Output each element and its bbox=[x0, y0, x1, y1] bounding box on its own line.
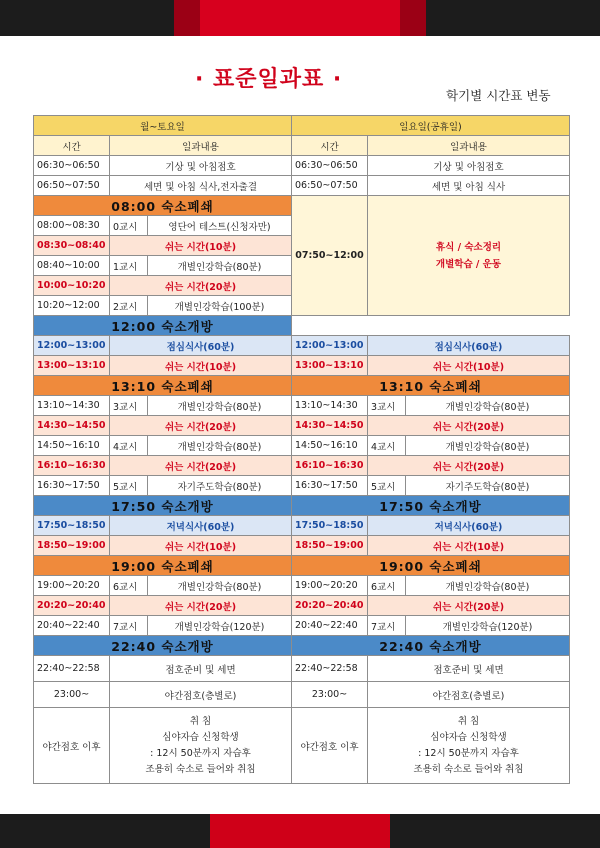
page-title: · 표준일과표 · bbox=[195, 67, 343, 92]
sunday-activity: 저녁식사(60분) bbox=[368, 516, 570, 536]
weekday-content-header: 일과내용 bbox=[110, 136, 292, 156]
weekday-time: 13:00~13:10 bbox=[34, 356, 110, 376]
weekday-activity: 쉬는 시간(10분) bbox=[110, 236, 292, 256]
sunday-time: 13:00~13:10 bbox=[292, 356, 368, 376]
night-study-line: 심야자습 신청학생 bbox=[162, 731, 239, 743]
sunday-activity: 야간점호(층별로) bbox=[368, 682, 570, 708]
bedtime-line: 취 침 bbox=[457, 715, 480, 727]
sunday-activity: 세면 및 아침 식사 bbox=[368, 176, 570, 196]
table-row bbox=[34, 682, 570, 708]
weekday-activity: 자기주도학습(80분) bbox=[148, 476, 292, 496]
table-row bbox=[34, 456, 570, 476]
table-header-columns bbox=[34, 136, 570, 156]
weekday-activity: 점심식사(60분) bbox=[110, 336, 292, 356]
table-row bbox=[34, 516, 570, 536]
sunday-activity: 기상 및 아침점호 bbox=[368, 156, 570, 176]
weekday-time: 08:40~10:00 bbox=[34, 256, 110, 276]
dorm-opening-band: 17:50 숙소개방 bbox=[34, 496, 292, 516]
sunday-content-header: 일과내용 bbox=[368, 136, 570, 156]
dorm-opening-band: 22:40 숙소개방 bbox=[292, 636, 570, 656]
table-row bbox=[34, 336, 570, 356]
sunday-activity: 점호준비 및 세면 bbox=[368, 656, 570, 682]
sunday-time: 16:10~16:30 bbox=[292, 456, 368, 476]
weekday-activity: 저녁식사(60분) bbox=[110, 516, 292, 536]
weekday-period: 6교시 bbox=[110, 576, 148, 596]
weekday-activity: 개별인강학습(100분) bbox=[148, 296, 292, 316]
table-row bbox=[34, 496, 570, 516]
weekday-time: 13:10~14:30 bbox=[34, 396, 110, 416]
dorm-opening-band: 22:40 숙소개방 bbox=[34, 636, 292, 656]
weekday-time: 08:00~08:30 bbox=[34, 216, 110, 236]
sunday-activity: 쉬는 시간(10분) bbox=[368, 536, 570, 556]
dorm-closure-band: 08:00 숙소폐쇄 bbox=[34, 196, 292, 216]
weekday-period: 1교시 bbox=[110, 256, 148, 276]
top-red-accent bbox=[200, 0, 400, 36]
sunday-time: 19:00~20:20 bbox=[292, 576, 368, 596]
sunday-time: 06:30~06:50 bbox=[292, 156, 368, 176]
schedule-table bbox=[33, 115, 570, 784]
weekday-time: 19:00~20:20 bbox=[34, 576, 110, 596]
weekday-activity: 쉬는 시간(10분) bbox=[110, 356, 292, 376]
weekday-header: 월~토요일 bbox=[34, 116, 292, 136]
weekday-activity: 쉬는 시간(20분) bbox=[110, 596, 292, 616]
weekday-time: 10:20~12:00 bbox=[34, 296, 110, 316]
sunday-activity: 쉬는 시간(20분) bbox=[368, 596, 570, 616]
sunday-time: 06:50~07:50 bbox=[292, 176, 368, 196]
bottom-decorative-band bbox=[0, 814, 600, 848]
table-row bbox=[34, 396, 570, 416]
weekday-time: 14:50~16:10 bbox=[34, 436, 110, 456]
dorm-closure-band: 19:00 숙소폐쇄 bbox=[34, 556, 292, 576]
weekday-time: 18:50~19:00 bbox=[34, 536, 110, 556]
table-row bbox=[34, 536, 570, 556]
weekday-time: 20:40~22:40 bbox=[34, 616, 110, 636]
sunday-time: 14:30~14:50 bbox=[292, 416, 368, 436]
dorm-opening-band: 17:50 숙소개방 bbox=[292, 496, 570, 516]
weekday-time: 12:00~13:00 bbox=[34, 336, 110, 356]
sunday-time: 18:50~19:00 bbox=[292, 536, 368, 556]
weekday-time: 야간점호 이후 bbox=[34, 708, 110, 784]
table-row bbox=[34, 556, 570, 576]
sunday-time: 20:40~22:40 bbox=[292, 616, 368, 636]
top-decorative-band bbox=[0, 0, 600, 36]
weekday-time: 17:50~18:50 bbox=[34, 516, 110, 536]
weekday-time: 14:30~14:50 bbox=[34, 416, 110, 436]
table-row bbox=[34, 156, 570, 176]
night-study-line: 심야자습 신청학생 bbox=[430, 731, 507, 743]
sunday-time: 14:50~16:10 bbox=[292, 436, 368, 456]
weekday-activity: 기상 및 아침점호 bbox=[110, 156, 292, 176]
weekday-activity: 쉬는 시간(20분) bbox=[110, 456, 292, 476]
table-row bbox=[34, 636, 570, 656]
sunday-activity: 쉬는 시간(20분) bbox=[368, 416, 570, 436]
weekday-activity: 점호준비 및 세면 bbox=[110, 656, 292, 682]
sunday-time: 22:40~22:58 bbox=[292, 656, 368, 682]
sunday-time: 17:50~18:50 bbox=[292, 516, 368, 536]
weekday-activity: 쉬는 시간(20분) bbox=[110, 416, 292, 436]
sunday-period: 3교시 bbox=[368, 396, 406, 416]
weekday-activity: 세면 및 아침 식사,전자출결 bbox=[110, 176, 292, 196]
weekday-period: 2교시 bbox=[110, 296, 148, 316]
weekday-period: 5교시 bbox=[110, 476, 148, 496]
sunday-time: 12:00~13:00 bbox=[292, 336, 368, 356]
table-row bbox=[34, 616, 570, 636]
weekday-time: 06:30~06:50 bbox=[34, 156, 110, 176]
weekday-time: 10:00~10:20 bbox=[34, 276, 110, 296]
weekday-activity: 쉬는 시간(10분) bbox=[110, 536, 292, 556]
weekday-period: 3교시 bbox=[110, 396, 148, 416]
weekday-activity: 개별인강학습(80분) bbox=[148, 256, 292, 276]
night-study-until-line: : 12시 50분까지 자습후 bbox=[150, 747, 251, 759]
sunday-activity: 쉬는 시간(20분) bbox=[368, 456, 570, 476]
sunday-time: 16:30~17:50 bbox=[292, 476, 368, 496]
sunday-period: 4교시 bbox=[368, 436, 406, 456]
page-subtitle: 학기별 시간표 변동 bbox=[446, 88, 551, 103]
sunday-activity bbox=[368, 708, 570, 784]
weekday-activity: 개별인강학습(80분) bbox=[148, 576, 292, 596]
weekday-activity: 개별인강학습(80분) bbox=[148, 436, 292, 456]
weekday-time: 22:40~22:58 bbox=[34, 656, 110, 682]
dorm-closure-band: 13:10 숙소폐쇄 bbox=[292, 376, 570, 396]
sunday-time-header: 시간 bbox=[292, 136, 368, 156]
sunday-time: 20:20~20:40 bbox=[292, 596, 368, 616]
sunday-activity: 개별인강학습(120분) bbox=[406, 616, 570, 636]
weekday-activity: 개별인강학습(120분) bbox=[148, 616, 292, 636]
dorm-opening-band: 12:00 숙소개방 bbox=[34, 316, 292, 336]
bedtime-line: 취 침 bbox=[189, 715, 212, 727]
table-row bbox=[34, 656, 570, 682]
table-row bbox=[34, 356, 570, 376]
weekday-time: 16:30~17:50 bbox=[34, 476, 110, 496]
table-row bbox=[34, 596, 570, 616]
sunday-morning-time: 07:50~12:00 bbox=[292, 196, 368, 316]
table-row bbox=[34, 196, 570, 216]
sunday-header: 일요일(공휴일) bbox=[292, 116, 570, 136]
night-study-until-line: : 12시 50분까지 자습후 bbox=[418, 747, 519, 759]
table-row bbox=[34, 316, 570, 336]
weekday-activity: 개별인강학습(80분) bbox=[148, 396, 292, 416]
sunday-period: 7교시 bbox=[368, 616, 406, 636]
sunday-activity: 개별인강학습(80분) bbox=[406, 396, 570, 416]
weekday-period: 0교시 bbox=[110, 216, 148, 236]
weekday-activity: 쉬는 시간(20분) bbox=[110, 276, 292, 296]
table-row bbox=[34, 376, 570, 396]
dorm-closure-band: 13:10 숙소폐쇄 bbox=[34, 376, 292, 396]
weekday-time: 20:20~20:40 bbox=[34, 596, 110, 616]
table-row bbox=[34, 476, 570, 496]
weekday-period: 4교시 bbox=[110, 436, 148, 456]
sunday-morning-line1: 휴식 / 숙소정리 bbox=[435, 241, 502, 253]
weekday-period: 7교시 bbox=[110, 616, 148, 636]
weekday-activity: 영단어 테스트(신청자만) bbox=[148, 216, 292, 236]
return-quietly-line: 조용히 숙소로 들어와 취침 bbox=[413, 763, 524, 775]
table-row bbox=[34, 176, 570, 196]
sunday-activity: 개별인강학습(80분) bbox=[406, 436, 570, 456]
weekday-time: 08:30~08:40 bbox=[34, 236, 110, 256]
table-row bbox=[34, 436, 570, 456]
table-row bbox=[34, 708, 570, 784]
weekday-time: 16:10~16:30 bbox=[34, 456, 110, 476]
weekday-time: 06:50~07:50 bbox=[34, 176, 110, 196]
dorm-closure-band: 19:00 숙소폐쇄 bbox=[292, 556, 570, 576]
weekday-activity bbox=[110, 708, 292, 784]
weekday-time: 23:00~ bbox=[34, 682, 110, 708]
sunday-time: 야간점호 이후 bbox=[292, 708, 368, 784]
weekday-activity: 야간점호(층별로) bbox=[110, 682, 292, 708]
weekday-time-header: 시간 bbox=[34, 136, 110, 156]
table-header-groups bbox=[34, 116, 570, 136]
sunday-activity: 점심식사(60분) bbox=[368, 336, 570, 356]
sunday-period: 5교시 bbox=[368, 476, 406, 496]
sunday-morning-line2: 개별학습 / 운동 bbox=[435, 258, 502, 270]
table-row bbox=[34, 416, 570, 436]
table-row bbox=[34, 576, 570, 596]
return-quietly-line: 조용히 숙소로 들어와 취침 bbox=[145, 763, 256, 775]
sunday-activity: 쉬는 시간(10분) bbox=[368, 356, 570, 376]
bottom-red-accent bbox=[210, 814, 390, 848]
sunday-time: 23:00~ bbox=[292, 682, 368, 708]
sunday-time: 13:10~14:30 bbox=[292, 396, 368, 416]
sunday-morning-activity bbox=[368, 196, 570, 316]
sunday-activity: 개별인강학습(80분) bbox=[406, 576, 570, 596]
sunday-activity: 자기주도학습(80분) bbox=[406, 476, 570, 496]
sunday-period: 6교시 bbox=[368, 576, 406, 596]
